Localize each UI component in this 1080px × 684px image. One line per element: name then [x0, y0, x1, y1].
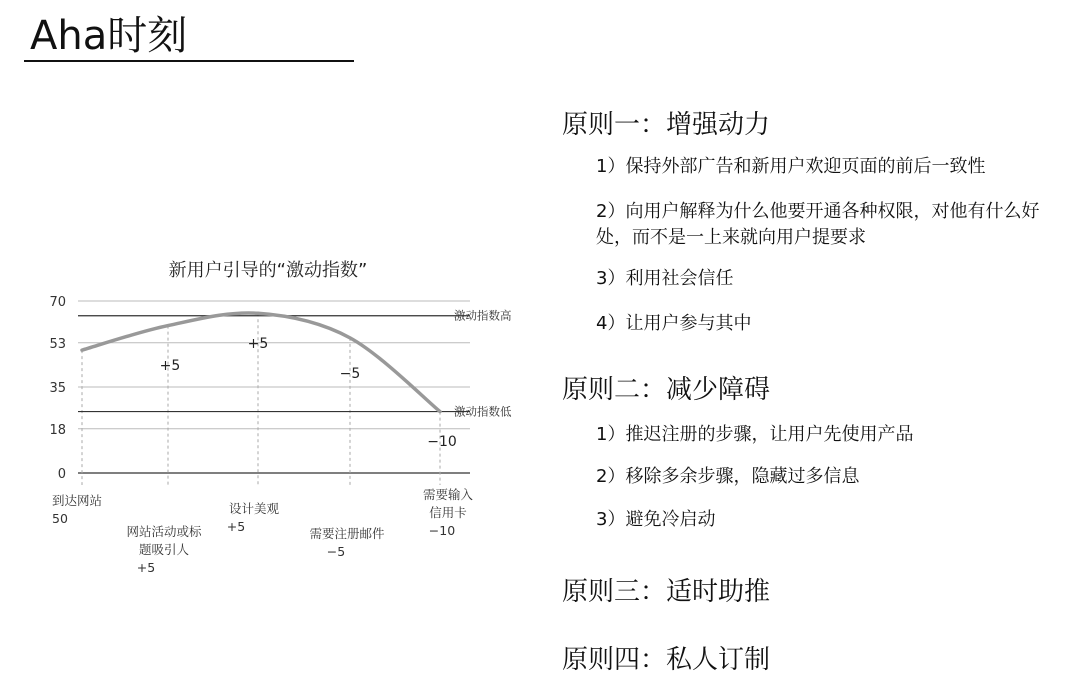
principle-1-item-4: 4）让用户参与其中 — [596, 313, 752, 334]
chart-curve — [81, 312, 442, 413]
step-label-line: 信用卡 — [429, 505, 467, 520]
y-tick-label: 18 — [49, 422, 66, 438]
principle-2-heading: 原则二：减少障碍 — [562, 375, 771, 405]
curve-point — [167, 324, 170, 327]
excitement-index-chart — [0, 240, 540, 590]
step-label-line: −5 — [326, 544, 346, 559]
excitement-curve — [82, 313, 440, 412]
principle-4-heading: 原则四：私人订制 — [562, 645, 771, 675]
principle-3-heading: 原则三：适时助推 — [562, 577, 771, 607]
curve-point — [257, 312, 260, 315]
title-underline — [24, 60, 354, 62]
step-label-line: 设计美观 — [228, 501, 280, 516]
step-label-line: 需要输入 — [422, 487, 474, 502]
step-label-line: +5 — [136, 560, 156, 575]
y-tick-label: 53 — [49, 336, 66, 352]
y-tick-label: 0 — [57, 467, 66, 482]
chart-title: 新用户引导的“激动指数” — [168, 260, 368, 281]
principle-1-item-1: 1）保持外部广告和新用户欢迎页面的前后一致性 — [596, 156, 986, 177]
chart-reference-lines — [78, 316, 470, 412]
reference-line-label: 激动指数低 — [454, 404, 512, 419]
step-label-line: 50 — [52, 511, 68, 526]
reference-line-label: 激动指数高 — [454, 308, 512, 323]
slide-title: Aha时刻 — [30, 13, 188, 59]
y-tick-label: 35 — [49, 381, 66, 396]
curve-point — [439, 410, 442, 413]
step-label-line: 题吸引人 — [138, 542, 190, 557]
principle-2-item-1: 1）推迟注册的步骤，让用户先使用产品 — [596, 424, 914, 445]
principle-2-item-2: 2）移除多余步骤，隐藏过多信息 — [596, 466, 860, 487]
principle-2-item-3: 3）避免冷启动 — [596, 509, 716, 530]
y-tick-label: 70 — [49, 295, 66, 310]
step-label-line: 需要注册邮件 — [309, 526, 385, 541]
curve-delta-label: +5 — [159, 358, 181, 374]
curve-delta-label: −5 — [339, 366, 361, 382]
principle-1-item-3: 3）利用社会信任 — [596, 268, 734, 289]
curve-delta-label: +5 — [247, 336, 269, 352]
principle-1-item-2: 2）向用户解释为什么他要开通各种权限，对他有什么好处，而不是一上来就向用户提要求 — [596, 201, 1040, 248]
curve-delta-label: −10 — [427, 434, 457, 450]
step-label-line: 到达网站 — [52, 493, 103, 508]
curve-point — [349, 336, 352, 339]
principle-1-heading: 原则一：增强动力 — [562, 110, 771, 140]
curve-point — [81, 349, 84, 352]
step-label-line: −10 — [428, 523, 456, 538]
step-label-line: +5 — [226, 519, 246, 534]
chart-labels — [49, 295, 512, 575]
step-label-line: 网站活动或标 — [126, 524, 202, 539]
